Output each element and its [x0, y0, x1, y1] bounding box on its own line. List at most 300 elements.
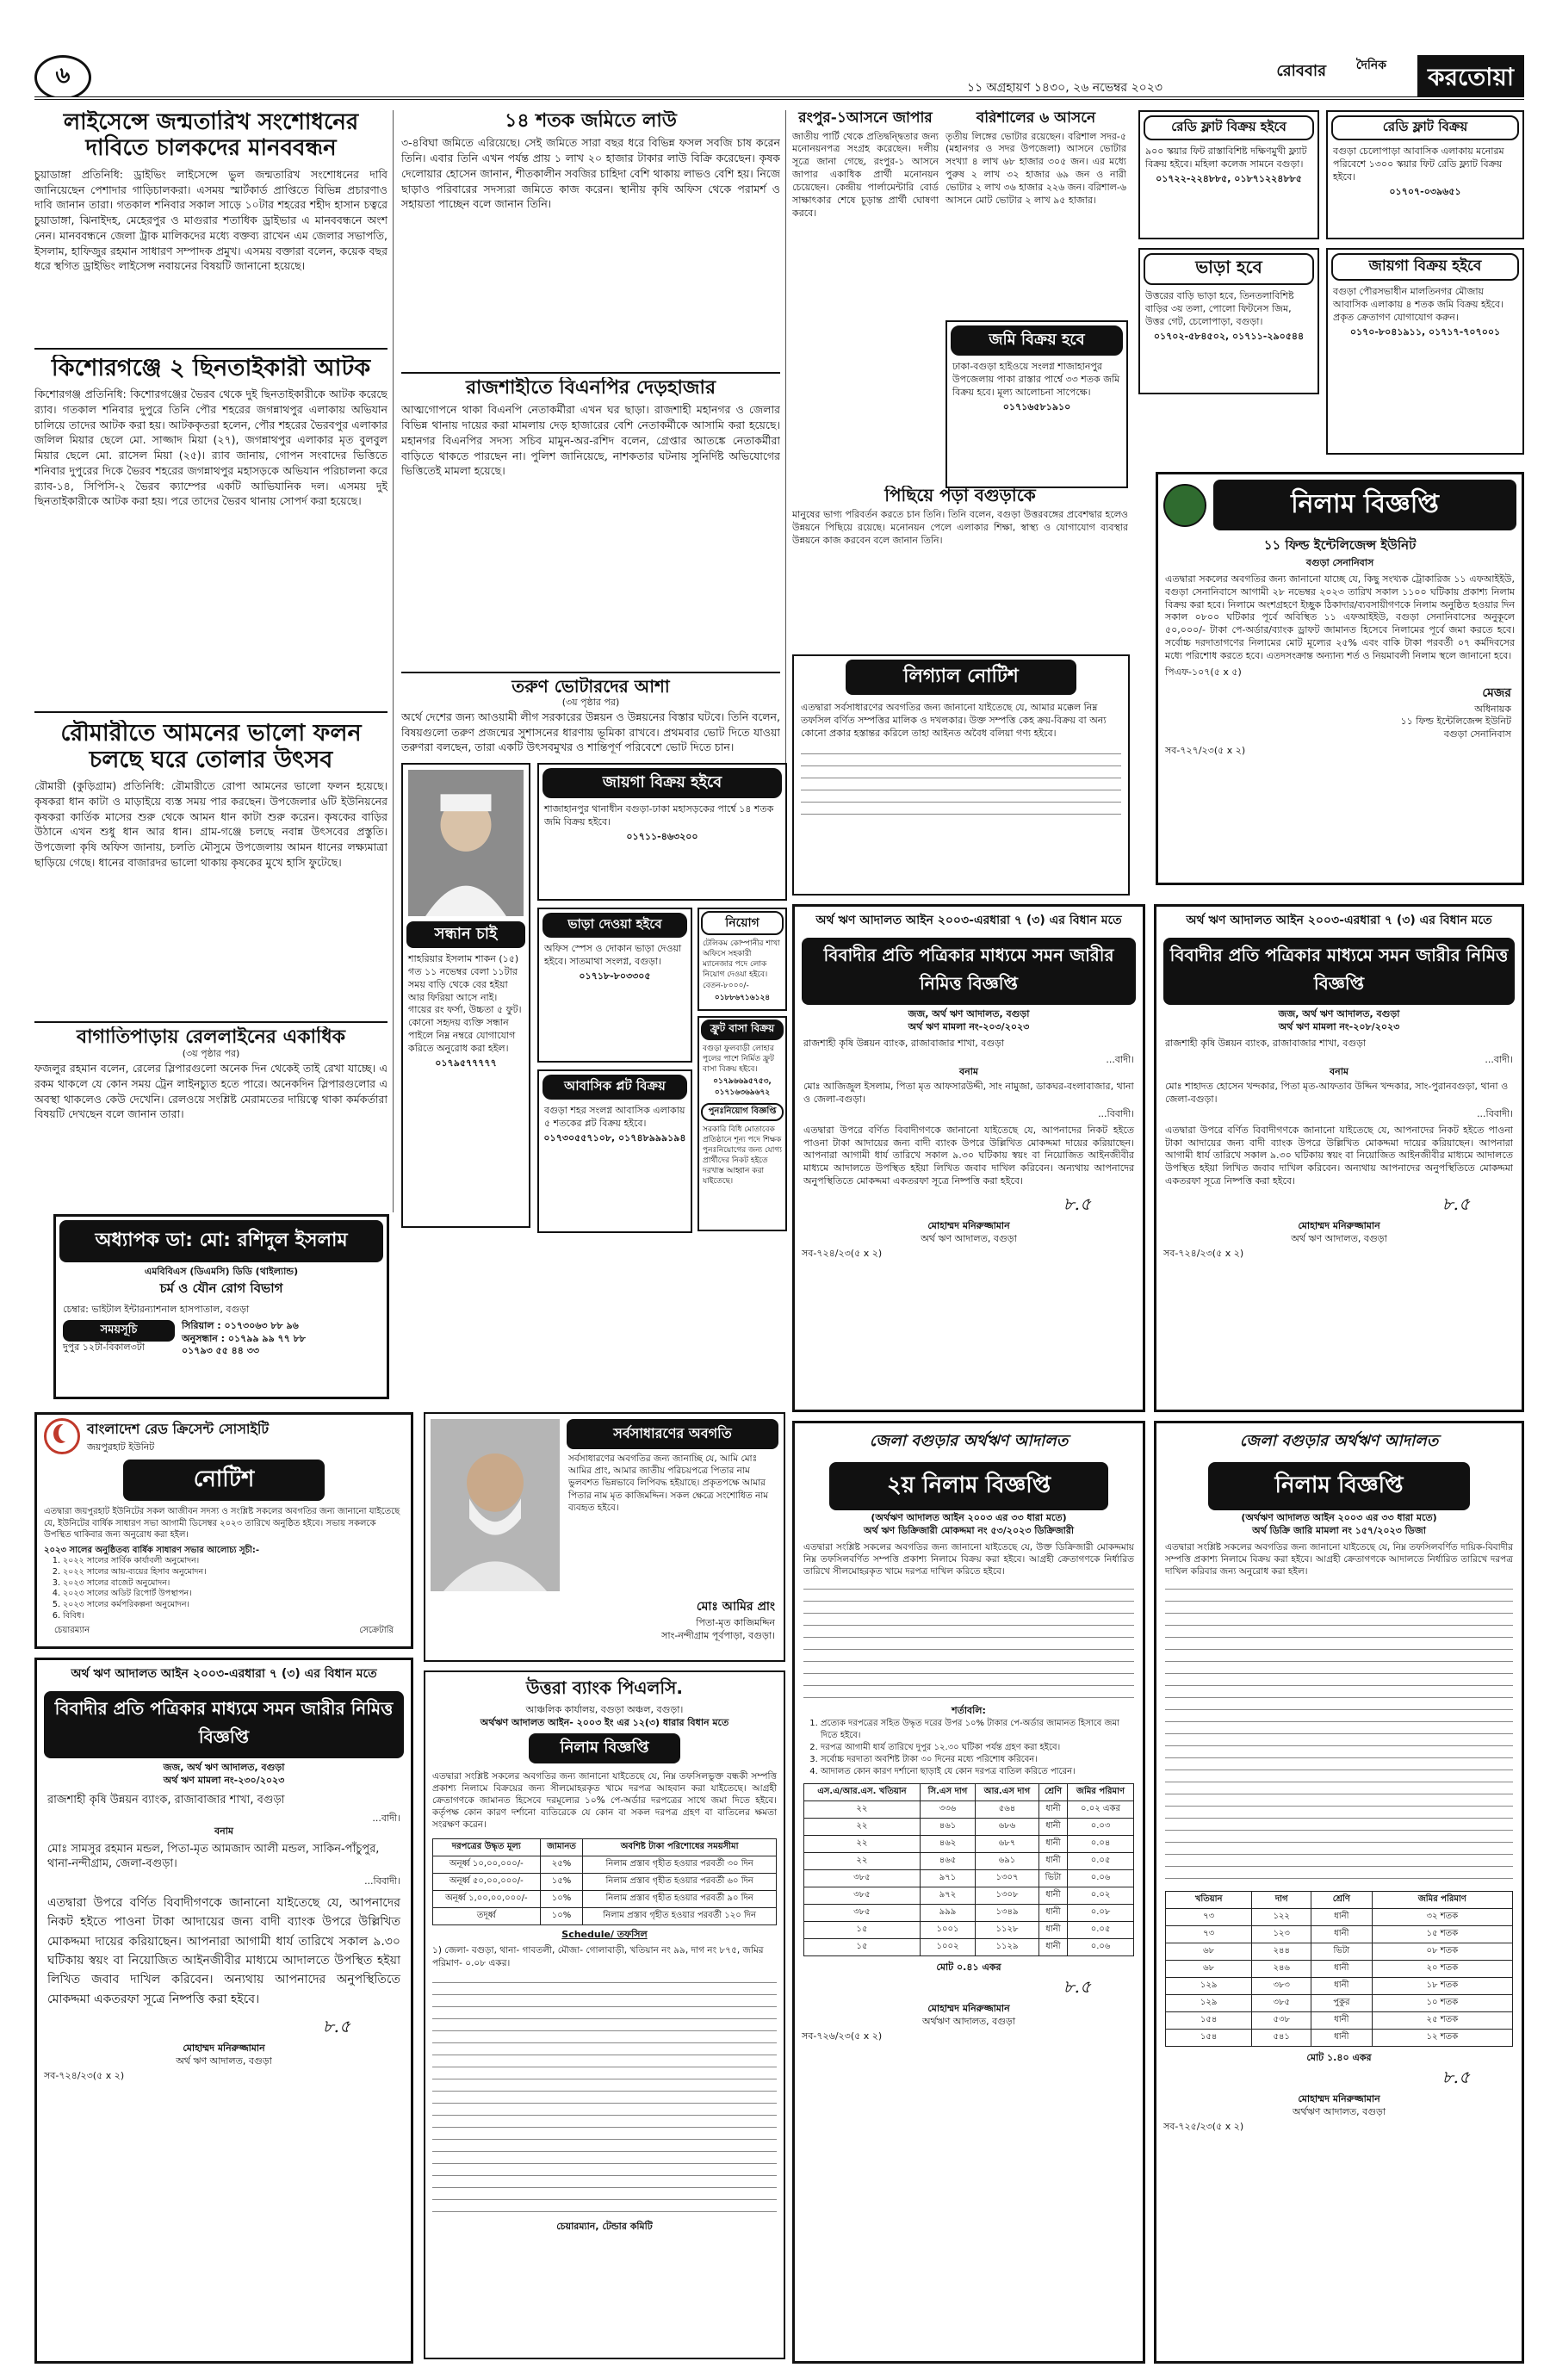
rangpur-headline: রংপুর-১আসনে জাপার — [798, 110, 933, 127]
public-notice — [424, 1412, 785, 1662]
jayga-body: শাজাহানপুর থানাধীন বগুড়া-ঢাকা মহাসড়কের পার্শ্বে ১৪ শতক জমি বিক্রয় হইবে। — [544, 803, 774, 827]
jayga-phone: ০১৭১১-৪৬৩২০০ — [626, 830, 698, 842]
pichiye-body: মানুষের ভাগ্য পরিবর্তন করতে চান তিনি। তিনি বলেন, বগুড়া উত্তরবঙ্গের প্রবেশদ্বার হলেও উন্নয়নে পিছিয়ে রয়েছে। মনোনয়ন পেলে এলাকার শিক্ষা, স্বাস্থ্য ও যোগাযোগ ব্যবস্থার উন্নয়নে কাজ করবেন বলে জানান তিনি। — [792, 509, 1128, 546]
court-1-court: জজ, অর্থ ঋণ আদালত, বগুড়া — [908, 1008, 1030, 1020]
court-2-code: সব-৭২৪/২৩(৫ x ২) — [1163, 1247, 1244, 1259]
table-row — [804, 1801, 1134, 1819]
table-row — [804, 1819, 1134, 1836]
army-code: সব-৭২৭/২৩(৫ x ২) — [1165, 745, 1246, 757]
table-header: দরপত্রের উদ্ধৃত মূল্য — [433, 1838, 541, 1856]
bhara-body: অফিস স্পেস ও দোকান ভাড়া দেওয়া হইবে। সাতমাথা সংলগ্ন, বগুড়া। — [544, 943, 682, 967]
table-row — [1166, 1978, 1513, 1995]
table-cell: ভিটা — [1038, 1870, 1067, 1887]
table-cell: ৩৮৫ — [804, 1870, 921, 1887]
table-cell: ১০০২ — [920, 1939, 975, 1956]
table-row — [804, 1887, 1134, 1905]
bhara-title: ভাড়া দেওয়া হইবে — [542, 913, 687, 938]
court-1-body: এতদ্বারা উপরে বর্ণিত বিবাদীগণকে জানানো যাইতেছে যে, আপনাদের নিকট হইতে পাওনা টাকা আদায়ের জন্য বাদী ব্যাংক উপরে উল্লিখিত মোকদ্দমা দায়ের করিয়াছেন। আপনারা আগামী ধার্য তারিখে সকাল ৯.৩০ ঘটিকায় স্বয়ং বা নিয়োজিত আইনজীবীর মাধ্যমে আদালতে উপস্থিত হইয়া লিখিত জবাব দাখিল করিবেন। অন্যথায় আপনাদের অনুপস্থিতিতে মোকদ্দমা একতরফা সূত্রে নিষ্পত্তি করা হইবে। — [803, 1124, 1134, 1187]
table-row — [804, 1870, 1134, 1887]
land-sale-ad — [1326, 248, 1524, 455]
public-notice-body: সর্বসাধারণের অবগতির জন্য জানাচ্ছি যে, আমি মোঃ আমির প্রাং, আমার জাতীয় পরিচয়পত্রে পিতার নাম ভুলবশত ভিন্নভাবে লিপিবদ্ধ হইয়াছে। প্রকৃতপক্ষে আমার পিতার নাম মৃত কাজিমদ্দিন। সকল ক্ষেত্রে সংশোধিত নাম ব্যবহৃত হইবে। — [568, 1453, 769, 1513]
lau-headline: ১৪ শতক জমিতে লাউ — [505, 110, 677, 132]
table-row — [1166, 1926, 1513, 1943]
table-cell: ০.০৮ — [1068, 1905, 1134, 1922]
court-1-defendant: মোঃ আজিজুল ইসলাম, পিতা মৃত আফসারউদ্দী, সাং নামুজা, ডাকঘর-বংলাবাজার, থানা ও জেলা-বগুড়া। — [803, 1081, 1134, 1106]
page-header — [34, 53, 1524, 100]
ready-flat-1-phone: ০১৭২২-২২৪৮৮৫, ০১৮৭১২২৪৮৮৫ — [1156, 172, 1302, 184]
railway-headline: বাগাতিপাড়ায় রেললাইনের একাধিক — [76, 1026, 346, 1048]
court-3-court: জজ, অর্থ ঋণ আদালত, বগুড়া — [163, 1762, 285, 1773]
table-cell: ৬৯১ — [976, 1853, 1039, 1870]
roumari-article — [34, 720, 388, 1017]
court-nilam-case: অর্থ ডিক্রি জারি মামলা নং ১৫৭/২০২৩ ডিজা — [1252, 1524, 1426, 1536]
army-signer: মেজর — [1482, 685, 1511, 700]
court-1-judge-role: অর্থ ঋণ আদালত, বগুড়া — [921, 1232, 1017, 1244]
second-nilam-notice — [792, 1421, 1145, 2364]
punoniyog-title: পুনঃনিয়োগ বিজ্ঞপ্তি — [701, 1103, 784, 1121]
tarun-sub: (৩য় পৃষ্ঠার পর) — [561, 697, 620, 708]
agenda-item: 2. ২০২২ সালের আয়-ব্যয়ের হিসাব অনুমোদন। — [63, 1567, 411, 1578]
table-row — [804, 1922, 1134, 1939]
table-cell: ধানী — [1311, 2030, 1373, 2047]
masthead-name: করতোয়া — [1417, 55, 1524, 100]
doctor-ad — [53, 1214, 389, 1399]
land-sale-body: বগুড়া পৌরসভাধীন মালতিনগর মৌজায় আবাসিক এলাকায় ৪ শতক জমি বিক্রয় হইবে। প্রকৃত ক্রেতাগণ যোগাযোগ করুন। — [1333, 286, 1504, 323]
doctor-phone: ০১৭৯৩ ৫৫ ৪৪ ৩৩ — [182, 1345, 260, 1357]
court-nilam-judge: মোহাম্মদ মনিরুজ্জামান — [1298, 2093, 1380, 2105]
table-header: জমির পরিমাণ — [1068, 1784, 1134, 1801]
fruit-body: বগুড়া ফুলবাড়ী লোহার পুলের পাশে নির্মিত ফ্রুট বাসা বিক্রয় হইবে। — [703, 1044, 774, 1075]
table-row — [433, 1907, 777, 1924]
court-nilam-fine-print — [1156, 1581, 1522, 1886]
court-nilam-act: (অর্থঋণ আদালত আইন ২০০৩ এর ৩৩ ধারা মতে) — [1241, 1512, 1437, 1523]
agenda-item: 6. বিবিধ। — [63, 1611, 411, 1622]
bank-schedule-body: ১) জেলা- বগুড়া, থানা- গাবতলী, মৌজা- গোলাবাড়ী, খতিয়ান নং ৯৯, দাগ নং ৮৭৫, জমির পরিমাণ- ০.০৮ একর। — [432, 1945, 764, 1968]
bank-title: নিলাম বিজ্ঞপ্তি — [529, 1733, 680, 1763]
table-row — [433, 1873, 777, 1890]
rent-phone: ০১৭০২-৫৮৪৫০২, ০১৭১১-২৯০৫৪৪ — [1153, 330, 1305, 342]
roumari-body: রৌমারী (কুড়িগ্রাম) প্রতিনিধি: রৌমারীতে রোপা আমনের ভালো ফলন হয়েছে। কৃষকরা ধান কাটা ও মাড়াইয়ে ব্যস্ত সময় পার করছেন। উপজেলার ৬টি ইউনিয়নের কৃষকরা কার্তিক মাসের শুরু থেকে আমন ধান কাটা শুরু করেন। কৃষকের বাড়ির উঠানে এখন শুধু ধান আর ধান। গ্রাম-গঞ্জে চলছে নবান্ন উৎসবের প্রস্তুতি। উপজেলা কৃষি অফিস জানায়, চলতি মৌসুমে উপজেলায় আমন ধানের লক্ষ্যমাত্রা ছাড়িয়ে গেছে। ধানের বাজারদর ভালো থাকায় কৃষকের মুখে হাসি ফুটেছে। — [34, 779, 388, 869]
doctor-off-day: দুপুর ১২টা-বিকাল৩টা — [63, 1341, 145, 1353]
army-nilam-title: নিলাম বিজ্ঞপ্তি — [1213, 480, 1516, 530]
table-cell: ১২২ — [1252, 1909, 1311, 1926]
doctor-name: অধ্যাপক ডা: মো: রশিদুল ইসলাম — [59, 1220, 383, 1262]
table-cell: ১২৯ — [1166, 1978, 1252, 1995]
divider — [34, 348, 388, 350]
missing-person-photo — [408, 770, 524, 916]
table-cell: ৪৬১ — [920, 1819, 975, 1836]
table-cell: ৬৮ — [1166, 1943, 1252, 1961]
table-cell: ৩৮৩ — [1252, 1978, 1311, 1995]
license-article — [34, 110, 388, 343]
table-cell: ০.০৪ — [1068, 1836, 1134, 1853]
redcrescent-signer-1: চেয়ারম্যান — [54, 1625, 90, 1635]
kishor-headline: কিশোরগঞ্জে ২ ছিনতাইকারী আটক — [51, 355, 371, 381]
table-cell: ধানী — [1311, 1926, 1373, 1943]
court-3-defendant: মোঃ সামসুর রহমান মন্ডল, পিতা-মৃত আমজাদ আলী মন্ডল, সাকিন-পাঁচুপুর, থানা-নন্দীগ্রাম, জেলা-বগুড়া। — [47, 1842, 380, 1871]
rent-ad — [1138, 248, 1319, 394]
redcrescent-body: এতদ্বারা জয়পুরহাট ইউনিটের সকল আজীবন সদস্য ও সংশ্লিষ্ট সকলের অবগতির জন্য জানানো যাইতেছে যে, ইউনিটের বার্ষিক সাধারণ সভা আগামী ডিসেম্বর ২০২৩ তারিখে অনুষ্ঠিত হইবে। সভায় সকলকে উপস্থিত থাকিবার জন্য অনুরোধ করা হইল। — [44, 1507, 400, 1540]
table-cell: ০.০২ — [1068, 1887, 1134, 1905]
doctor-time-label: সময়সূচি — [63, 1320, 175, 1342]
table-cell: ধানী — [1311, 2012, 1373, 2030]
court-1-plaintiff: রাজশাহী কৃষি উন্নয়ন ব্যাংক, রাজাবাজার শাখা, বগুড়া — [803, 1037, 1005, 1049]
second-nilam-fine-print — [795, 1581, 1143, 1705]
table-cell: ১২ শতক — [1372, 2030, 1512, 2047]
court-nilam-table — [1165, 1891, 1513, 2047]
roumari-headline-1: রৌমারীতে আমনের ভালো ফলন — [60, 720, 362, 747]
table-header: আর.এস দাগ — [976, 1784, 1039, 1801]
plot-title: আবাসিক প্লট বিক্রয় — [542, 1075, 687, 1100]
table-row — [1166, 2012, 1513, 2030]
table-cell: ধানী — [1311, 1909, 1373, 1926]
bank-table — [432, 1838, 777, 1925]
table-cell: ১৩০৭ — [976, 1870, 1039, 1887]
table-cell: ২২ — [804, 1819, 921, 1836]
table-cell: ধানী — [1311, 1961, 1373, 1978]
court-1-act: অর্থ ঋণ আদালত আইন ২০০৩-এরধারা ৭ (৩) এর বিধান মতে — [815, 914, 1122, 927]
ready-flat-2-body: বগুড়া চেলোপাড়া আবাসিক এলাকায় মনোরম পরিবেশে ১৩০০ স্কয়ার ফিট রেডি ফ্ল্যাট বিক্রয় হইবে। — [1333, 146, 1504, 183]
niyog-body: টেলিকম কোম্পানীর শাখা অফিসে সহকারী ম্যানেজার পদে লোক নিয়োগ দেওয়া হইবে। বেতন-৮০০০/- — [703, 939, 780, 990]
redcrescent-unit: জয়পুরহাট ইউনিট — [87, 1441, 155, 1453]
table-cell: ৬৮৭ — [976, 1836, 1039, 1853]
red-crescent-icon — [44, 1418, 80, 1454]
court-3-code: সব-৭২৪/২৩(৫ x ২) — [44, 2069, 125, 2081]
table-header: জমির পরিমাণ — [1372, 1892, 1512, 1909]
army-signer-place: বগুড়া সেনানিবাস — [1443, 728, 1511, 741]
table-cell: ২২ — [804, 1801, 921, 1819]
court-2-signature: ৮.৫ — [1442, 1193, 1470, 1214]
bnp-body: আত্মগোপনে থাকা বিএনপি নেতাকর্মীরা এখন ঘর ছাড়া। রাজশাহী মহানগর ও জেলার বিভিন্ন থানায় দায়ের করা মামলায় দেড় হাজারের বেশি নেতাকর্মীকে আসামি করা হয়েছে। মহানগর বিএনপির সদস্য সচিব মামুন-অর-রশিদ বলেন, গ্রেপ্তার আতঙ্কে নেতাকর্মীরা বাড়িতে থাকতে পারছেন না। পুলিশ জানিয়েছে, নাশকতার ঘটনায় সুনির্দিষ্ট অভিযোগের ভিত্তিতেই মামলা হয়েছে। — [401, 403, 780, 478]
license-headline-2: দাবিতে চালকদের মানববন্ধন — [85, 134, 337, 161]
court-nilam-total: মোট ১.৪০ একর — [1306, 2052, 1372, 2064]
railway-sub: (৩য় পৃষ্ঠার পর) — [182, 1048, 240, 1060]
plot-ad — [537, 1069, 692, 1233]
court-2-judge-role: অর্থ ঋণ আদালত, বগুড়া — [1291, 1232, 1387, 1244]
table-row — [804, 1905, 1134, 1922]
table-cell: ২৪৪ — [1252, 1943, 1311, 1961]
pichiye-article — [792, 486, 1128, 649]
masthead-small: দৈনিক — [1355, 59, 1386, 72]
table-cell: ১৫% — [540, 1873, 583, 1890]
second-nilam-terms — [795, 1718, 1143, 1778]
doctor-chamber: চেম্বার: ভাইটাল ইন্টারন্যাশনাল হাসপাতাল, বগুড়া — [63, 1303, 250, 1315]
table-cell: ০.০৫ — [1068, 1853, 1134, 1870]
table-cell: ধানী — [1038, 1836, 1067, 1853]
court-1-badi: ...বাদী। — [1106, 1053, 1134, 1065]
court-2-body: এতদ্বারা উপরে বর্ণিত বিবাদীগণকে জানানো যাইতেছে যে, আপনাদের নিকট হইতে পাওনা টাকা আদায়ের জন্য বাদী ব্যাংক উপরে উল্লিখিত মোকদ্দমা দায়ের করিয়াছেন। আপনারা আগামী ধার্য তারিখে সকাল ৯.৩০ ঘটিকায় স্বয়ং বা নিয়োজিত আইনজীবীর মাধ্যমে আদালতে উপস্থিত হইয়া লিখিত জবাব দাখিল করিবেন। অন্যথায় আপনাদের অনুপস্থিতিতে মোকদ্দমা একতরফা সূত্রে নিষ্পত্তি করা হইবে। — [1165, 1124, 1513, 1187]
table-row — [1166, 1943, 1513, 1961]
sondhan-body: শাহরিয়ার ইসলাম শাকন (১৫) গত ১১ নভেম্বর বেলা ১১টার সময় বাড়ি থেকে বের হইয়া আর ফিরিয়া আসে নাই। গায়ের রং ফর্সা, উচ্চতা ৫ ফুট। কোনো সহৃদয় ব্যক্তি সন্ধান পাইলে নিম্ন নম্বরে যোগাযোগ করিতে অনুরোধ করা হইল। — [408, 953, 522, 1054]
table-row — [804, 1836, 1134, 1853]
court-nilam-notice — [1154, 1421, 1524, 2364]
court-1-case: অর্থ ঋণ মামলা নং-২০৩/২০২৩ — [908, 1020, 1030, 1032]
redcrescent-agenda — [37, 1556, 411, 1622]
roumari-headline-2: চলছে ঘরে তোলার উৎসব — [89, 747, 333, 774]
bhara-ad — [537, 908, 692, 1063]
jomi-phone: ০১৭১৬৫৮১৯১০ — [1002, 400, 1071, 412]
table-cell: ধানী — [1311, 1978, 1373, 1995]
table-cell: ধানী — [1038, 1905, 1067, 1922]
table-cell: ধানী — [1038, 1939, 1067, 1956]
table-cell: ৪৬২ — [920, 1836, 975, 1853]
table-cell: ভিটা — [1311, 1943, 1373, 1961]
army-unit: ১১ ফিল্ড ইন্টেলিজেন্স ইউনিট — [1263, 537, 1417, 553]
niyog-ad — [698, 908, 787, 1011]
license-headline-1: লাইসেন্সে জন্মতারিখ সংশোধনের — [63, 110, 359, 135]
plot-body: বগুড়া শহর সংলগ্ন আবাসিক এলাকায় ৫ শতকের প্লট বিক্রয় হইবে। — [544, 1105, 685, 1129]
divider — [34, 1021, 388, 1023]
fruit-title: ফ্রুট বাসা বিক্রয় — [701, 1020, 784, 1040]
redcrescent-agenda-title: ২০২৩ সালের অনুষ্ঠিতব্য বার্ষিক সাধারণ সভার আলোচ্য সূচী:- — [44, 1545, 260, 1555]
table-cell: ১৫৪ — [1166, 2012, 1252, 2030]
bank-body: এতদ্বারা সংশ্লিষ্ট সকলের অবগতির জন্য জানানো যাইতেছে যে, নিম্ন তফসিলভুক্ত বন্ধকী সম্পত্তি প্রকাশ্য নিলামে বিক্রয়ের জন্য সীলমোহরকৃত খামে দরপত্র আহবান করা যাইতেছে। আগ্রহী ক্রেতাগণকে জামানত হিসেবে দরমূল্যের ১০% পে-অর্ডার দরপত্রের সাথে জমা দিতে হইবে। কর্তৃপক্ষ কোন কারণ দর্শানো ব্যতিরেকে যে কোন বা সকল দরপত্র গ্রহণ বা বাতিলের ক্ষমতা সংরক্ষণ করেন। — [432, 1770, 777, 1831]
land-sale-phone: ০১৭০-৮০৪১৯১১, ০১৭১৭-৭০৭০০১ — [1349, 325, 1501, 338]
table-cell: ১০০১ — [920, 1922, 975, 1939]
table-header: শ্রেণি — [1038, 1784, 1067, 1801]
term-item: 1. প্রত্যেক দরপত্রের সহিত উদ্ধৃত দরের উপর ১০% টাকার পে-অর্ডার জামানত হিসাবে জমা দিতে হইবে। — [821, 1718, 1134, 1742]
term-item: 4. আদালত কোন কারণ দর্শানো ছাড়াই যে কোন দরপত্র বাতিল করিতে পারেন। — [821, 1766, 1134, 1778]
table-row — [433, 1890, 777, 1907]
land-sale-title: জায়গা বিক্রয় হইবে — [1331, 253, 1519, 281]
court-2-plaintiff: রাজশাহী কৃষি উন্নয়ন ব্যাংক, রাজাবাজার শাখা, বগুড়া — [1165, 1037, 1367, 1049]
army-signer-unit: ১১ ফিল্ড ইন্টেলিজেন্স ইউনিট — [1400, 716, 1511, 728]
table-cell: ধানী — [1038, 1922, 1067, 1939]
jomi-body: ঢাকা-বগুড়া হাইওয়ে সংলগ্ন শাজাহানপুর উপজেলায় পাকা রাস্তার পার্শ্বে ৩৩ শতক জমি বিক্রয় হবে। মূল্য আলোচনা সাপেক্ষে। — [952, 361, 1120, 398]
second-nilam-table — [803, 1783, 1134, 1956]
railway-body: ফজলুর রহমান বলেন, রেলের স্লিপারগুলো অনেক দিন থেকেই তাই রেখা যাচ্ছে। এ রকম থাকলে যে কোন সময় ট্রেন লাইনচ্যুত হতে পারে। অনেকদিন স্লিপারগুলোর এ অবস্থা থাকলেও কেউ দেখেনি। রেলওয়ে সংশ্লিষ্ট মেরামতের দায়িত্বে থাকা কর্মকর্তারা বিষয়টি দেখছেন বলে জানান তারা। — [34, 1062, 388, 1121]
second-nilam-title: ২য় নিলাম বিজ্ঞপ্তি — [829, 1462, 1108, 1510]
plot-phone: ০১৭৩০৫৫৭১০৮, ০১৭৪৮৯৯৯১৯৪ — [543, 1131, 686, 1144]
court-summons-1 — [792, 904, 1145, 1412]
army-emblem-icon — [1163, 484, 1206, 527]
barishal-body: তৃতীয় লিঙ্গের ভোটার রয়েছেন। বরিশাল সদর-৫ (মহানগর ও সদর উপজেলা) আসনে ভোটার সংখ্যা ৪ লাখ ৬৮ হাজার ৩০৫ জন। এর মধ্যে পুরুষ ২ লাখ ৩২ হাজার ৬৯ জন ও নারী ভোটার ২ লাখ ৩৬ হাজার ২২৬ জন। বরিশাল-৬ আসনে মোট ভোটার ২ লাখ ৯৫ হাজার। — [946, 130, 1126, 206]
table-cell: ১১২৯ — [976, 1939, 1039, 1956]
tarun-headline: তরুণ ভোটারদের আশা — [512, 677, 670, 697]
ready-flat-1-body: ৯০০ স্কয়ার ফিট রাস্তাবিশিষ্ট দক্ষিণমুখী ফ্ল্যাট বিক্রয় হইবে। মহিলা কলেজ সামনে বগুড়া। — [1145, 146, 1307, 170]
agenda-item: 1. ২০২২ সালের সার্বিক কার্যাবলী অনুমোদন। — [63, 1556, 411, 1567]
header-date: ১১ অগ্রহায়ণ ১৪৩০, ২৬ নভেম্বর ২০২৩ — [967, 81, 1162, 95]
table-cell: ৯৭১ — [920, 1870, 975, 1887]
bnp-article — [401, 377, 780, 670]
public-notice-name: মোঃ আমির প্রাং — [696, 1600, 775, 1614]
court-3-judge: মোহাম্মদ মনিরুজ্জামান — [183, 2042, 265, 2055]
table-cell: ১৫ শতক — [1372, 1926, 1512, 1943]
table-cell: ২৫ শতক — [1372, 2012, 1512, 2030]
table-cell: ৬৮ — [1166, 1961, 1252, 1978]
table-cell: ৯৭২ — [920, 1887, 975, 1905]
table-cell: নিলাম প্রস্তাব গৃহীত হওয়ার পরবর্তী ৩০ দিন — [583, 1856, 777, 1873]
column-rule — [393, 110, 394, 1212]
divider — [401, 672, 780, 673]
person-photo — [431, 1419, 560, 1591]
army-body: এতদ্বারা সকলের অবগতির জন্য জানানো যাচ্ছে যে, কিছু সংখ্যক ট্রোকারিজ ১১ এফআইইউ, বগুড়া সেনানিবাসে আগামী ২৮ নভেম্বর ২০২৩ তারিখ সকাল ১১০০ ঘটিকায় প্রকাশ্য নিলাম বিক্রয় করা হবে। নিলামে অংশগ্রহণে ইচ্ছুক ঠিকাদার/ব্যবসায়ীগণকে নিলাম অনুষ্ঠিত হওয়ার দিন সকাল ০৮০০ ঘটিকার পূর্বে অবিস্থিত ১১ এফআইইউ, বগুড়া সেনানিবাসের অনুকূলে ৫০,০০০/- টাকা পে-অর্ডার/ব্যাংক ড্রাফট জামানত হিসেবে নিলামের পূর্বে জমা করতে হবে। সর্বোচ্চ দরদাতাগণের নিলামের মোট মূল্যের ২৫% এবং বাকি টাকা পরবর্তী ০৭ কর্মদিবসের মধ্যে পরিশোধ করতে হবে। এতদসংক্রান্ত অন্যান্য শর্ত ও নিয়মাবলী নিলাম স্থলে জানানো হবে। — [1165, 573, 1515, 661]
table-row — [804, 1939, 1134, 1956]
rangpur-body: জাতীয় পার্টি থেকে প্রতিদ্বন্দ্বিতার জন্য মনোনয়নপত্র সংগ্রহ করেছেন। দলীয় সূত্রে জানা গেছে, রংপুর-১ আসনে জাপার একাধিক প্রার্থী মনোনয়ন চেয়েছেন। কেন্দ্রীয় পার্লামেন্টারি বোর্ড সাক্ষাৎকার শেষে চূড়ান্ত প্রার্থী ঘোষণা করবে। — [792, 130, 939, 219]
divider — [401, 372, 780, 374]
bank-act: অর্থঋণ আদালত আইন- ২০০৩ ইং এর ১২(৩) ধারার বিধান মতে — [480, 1716, 729, 1728]
table-cell: ৭৩ — [1166, 1909, 1252, 1926]
court-2-court: জজ, অর্থ ঋণ আদালত, বগুড়া — [1278, 1008, 1400, 1020]
court-3-plaintiff: রাজশাহী কৃষি উন্নয়ন ব্যাংক, রাজাবাজার শাখা, বগুড়া — [47, 1793, 285, 1807]
second-nilam-case: অর্থ ঋণ ডিক্রিজারী মোকদ্দমা নং ৫৩/২০২৩ ডিক্রিজারী — [863, 1524, 1075, 1536]
legal-body: এতদ্বারা সর্বসাধারণের অবগতির জন্য জানানো যাইতেছে যে, আমার মক্কেল নিম্ন তফসিল বর্ণিত সম্পত্তির মালিক ও দখলকার। উক্ত সম্পত্তি কেহ ক্রয়-বিক্রয় বা অন্য কোনো প্রকার হস্তান্তর করিলে তাহা আইনত অবৈধ বলিয়া গণ্য হইবে। — [801, 702, 1107, 739]
table-cell: ৩৮৫ — [804, 1905, 921, 1922]
table-cell: ৩৩৬ — [920, 1801, 975, 1819]
court-summons-2 — [1154, 904, 1524, 1412]
table-cell: ০.০৫ — [1068, 1922, 1134, 1939]
term-item: 2. দরপত্র আগামী ধার্য তারিখে দুপুর ১২.৩০ ঘটিকা পর্যন্ত গ্রহণ করা হইবে। — [821, 1742, 1134, 1754]
table-cell: ০.০৩ — [1068, 1819, 1134, 1836]
second-nilam-ribbon: জেলা বগুড়ার অর্থঋণ আদালত — [869, 1432, 1069, 1450]
court-2-case: অর্থ ঋণ মামলা নং-২০৮/২০২৩ — [1278, 1020, 1400, 1032]
court-2-bibadi: ...বিবাদী। — [1477, 1107, 1513, 1119]
table-cell: ১৮ শতক — [1372, 1978, 1512, 1995]
court-nilam-judge-role: অর্থঋণ আদালত, বগুড়া — [1292, 2105, 1386, 2117]
rangpur-article — [792, 110, 939, 480]
table-cell: ১০ শতক — [1372, 1995, 1512, 2012]
legal-schedule-lines — [794, 744, 1128, 823]
table-cell: নিলাম প্রস্তাব গৃহীত হওয়ার পরবর্তী ৬০ দিন — [583, 1873, 777, 1890]
bnp-headline: রাজশাহীতে বিএনপির দেড়হাজার — [465, 377, 716, 399]
lau-article — [401, 110, 780, 369]
table-cell: ১১২৮ — [976, 1922, 1039, 1939]
table-header: এস.এ/আর.এস. খতিয়ান — [804, 1784, 921, 1801]
table-cell: ধানী — [1038, 1853, 1067, 1870]
sondhan-title: সন্ধান চাই — [406, 921, 525, 948]
table-cell: ১০% — [540, 1890, 583, 1907]
fruit-ad — [698, 1016, 787, 1231]
court-3-case: অর্থ ঋণ মামলা নং-২৩০/২০২৩ — [163, 1774, 285, 1786]
agenda-item: 3. ২০২৩ সালের বাজেট অনুমোদন। — [63, 1578, 411, 1590]
table-header: শ্রেণি — [1311, 1892, 1373, 1909]
punoniyog-body: সরকারি বিধি মোতাবেক প্রতিষ্ঠানে শূন্য পদে শিক্ষক পুনঃনিয়োগের জন্য যোগ্য প্রার্থীদের নিকট হইতে দরখাস্ত আহ্বান করা যাইতেছে। — [703, 1125, 782, 1187]
table-cell: ধানী — [1038, 1887, 1067, 1905]
bank-office: আঞ্চলিক কার্যালয়, বগুড়া অঞ্চল, বগুড়া। — [525, 1704, 684, 1715]
court-3-signature: ৮.৫ — [322, 2016, 350, 2037]
rent-title: ভাড়া হবে — [1144, 253, 1314, 285]
table-cell: ২৪৬ — [1252, 1961, 1311, 1978]
bank-nilam-notice — [424, 1670, 785, 2359]
doctor-dept: চর্ম ও যৌন রোগ বিভাগ — [159, 1280, 283, 1296]
doctor-degrees: এমবিবিএস (ডিএমসি) ডিডি (থাইল্যান্ড) — [144, 1266, 299, 1277]
table-row — [433, 1856, 777, 1873]
table-cell: তদূর্ধ্ব — [433, 1907, 541, 1924]
redcrescent-notice — [34, 1412, 413, 1649]
table-header: দাগ — [1252, 1892, 1311, 1909]
court-3-judge-role: অর্থ ঋণ আদালত, বগুড়া — [176, 2055, 272, 2067]
sondhan-ad — [401, 763, 530, 1228]
table-cell: ০৮ শতক — [1372, 1943, 1512, 1961]
army-ref: পিএফ-১০৭(৫ x ৫) — [1165, 666, 1242, 678]
lau-body: ৩-৪বিঘা জমিতে এরিয়েছে। সেই জমিতে সারা বছর ধরে বিভিন্ন ফসল সবজি চাষ করেন তিনি। এবার তিনি এখন পর্যন্ত প্রায় ১ লাখ ২০ হাজার টাকার লাউ বিক্রি করেছেন। কৃষক দেলোয়ার হোসেন জানান, শীতকালীন সবজির চাহিদা বেশি থাকায় লাভও বেশি হয়। নিজে ছাড়াও পরিবারের সদস্যরা জমিতে কাজ করেন। স্থানীয় কৃষি অফিস থেকে পরামর্শ ও সহায়তা পাচ্ছেন বলে জানান তিনি। — [401, 136, 780, 211]
table-cell: নিলাম প্রস্তাব গৃহীত হওয়ার পরবর্তী ১২০ দিন — [583, 1907, 777, 1924]
redcrescent-signer-2: সেক্রেটারি — [359, 1625, 394, 1635]
court-nilam-signature: ৮.৫ — [1442, 2067, 1470, 2088]
rent-body: উত্তরের বাড়ি ভাড়া হবে, তিনতলাবিশিষ্ট বাড়ির ৩য় তলা, পোলো ফিটনেস জিম, উত্তর গেট, চেলোপাড়া, বগুড়া। — [1145, 290, 1294, 327]
license-body: চুয়াডাঙ্গা প্রতিনিধি: ড্রাইভিং লাইসেন্সে ভুল জন্মতারিখ সংশোধনের দাবি জানিয়েছেন পেশাদার গাড়িচালকরা। এসময় স্মার্টকার্ড প্রাপ্তিতে বিভিন্ন প্রচারণাও দাবি জানান তারা। গতকাল শনিবার সকাল সাড়ে ১০টার শহরের শহীদ হাসান চত্বরে চুয়াডাঙ্গা, ঝিনাইদহ, মেহেরপুর ও মাগুরার শতাধিক ড্রাইভার এ মানববন্ধনে অংশ নেন। মানববন্ধনে জেলা ট্রাক মালিকদের মধ্যে বক্তব্য রাখেন এম জেলার সভাপতি, ইসলাম, হাফিজুর রহমান সাধারণ সম্পাদক প্রমুখ। এসময় বক্তারা বলেন, কয়েক বছর ধরে স্থগিত ড্রাইভিং লাইসেন্স নবায়নের বিষয়টি জানানো হয়েছে। — [34, 167, 388, 273]
table-cell: ১২৯ — [1166, 1995, 1252, 2012]
table-row — [804, 1853, 1134, 1870]
table-cell: ৫৬৪ — [976, 1801, 1039, 1819]
table-header: খতিয়ান — [1166, 1892, 1252, 1909]
agenda-item: 4. ২০২৩ সালের অডিট রিপোর্ট উপস্থাপন। — [63, 1589, 411, 1600]
table-cell: ২০ শতক — [1372, 1961, 1512, 1978]
court-1-signature: ৮.৫ — [1063, 1193, 1091, 1214]
pichiye-headline: পিছিয়ে পড়া বগুড়াকে — [884, 486, 1036, 505]
table-cell: ১৩৪৯ — [976, 1905, 1039, 1922]
court-2-judge: মোহাম্মদ মনিরুজ্জামান — [1298, 1219, 1380, 1231]
second-nilam-body: এতদ্বারা সংশ্লিষ্ট সকলের অবগতির জন্য জানানো যাইতেছে যে, উক্ত ডিক্রিজারী মোকদ্দমায় নিম্ন তফসিলবর্ণিত সম্পত্তি প্রকাশ্য নিলামে বিক্রয় করা হইবে। আগ্রহী ক্রেতাগণকে নির্ধারিত তারিখে সীলমোহরকৃত খামে দরপত্র দাখিল করিতে হইবে। — [803, 1541, 1134, 1577]
table-row — [1166, 2030, 1513, 2047]
niyog-phone: ০১৮৮৬৭১৬১২৪ — [714, 993, 771, 1002]
court-2-banner: বিবাদীর প্রতি পত্রিকার মাধ্যমে সমন জারীর নিমিত্ত বিজ্ঞপ্তি — [1163, 938, 1515, 1005]
table-cell: ২২ — [804, 1853, 921, 1870]
bank-schedule-title: Schedule/ তফসিল — [561, 1928, 648, 1940]
court-1-bibadi: ...বিবাদী। — [1098, 1107, 1134, 1119]
table-cell: ১২৩ — [1252, 1926, 1311, 1943]
doctor-serial: সিরিয়াল : ০১৭৩০৬৩ ৮৮ ৯৬ — [182, 1319, 299, 1331]
jayga-ad — [537, 763, 787, 901]
court-3-banner: বিবাদীর প্রতি পত্রিকার মাধ্যমে সমন জারীর নিমিত্ত বিজ্ঞপ্তি — [44, 1691, 404, 1758]
jayga-title: জায়গা বিক্রয় হইবে — [542, 768, 782, 798]
divider — [34, 711, 388, 713]
table-header: অবশিষ্ট টাকা পরিশোধের সময়সীমা — [583, 1838, 777, 1856]
court-2-badi: ...বাদী। — [1485, 1053, 1513, 1065]
legal-title: লিগ্যাল নোটিশ — [846, 660, 1076, 695]
court-nilam-ribbon: জেলা বগুড়ার অর্থঋণ আদালত — [1239, 1432, 1439, 1450]
page-number: ৬ — [34, 55, 91, 100]
agenda-item: 5. ২০২৩ সালের কর্মপরিকল্পনা অনুমোদন। — [63, 1600, 411, 1611]
table-cell: ৫৩৮ — [1252, 2012, 1311, 2030]
table-cell: ২৫% — [540, 1856, 583, 1873]
ready-flat-2-phone: ০১৭০৭-০৩৯৬৫১ — [1389, 185, 1461, 197]
second-nilam-judge-role: অর্থঋণ আদালত, বগুড়া — [921, 2015, 1016, 2027]
jomi-title: জমি বিক্রয় হবে — [951, 325, 1123, 356]
second-nilam-terms-title: শর্তাবলি: — [952, 1705, 986, 1717]
table-cell: ০.০২ একর — [1068, 1801, 1134, 1819]
table-cell: ১৫ — [804, 1922, 921, 1939]
table-cell: ৬৮৬ — [976, 1819, 1039, 1836]
table-cell: ১৫ — [804, 1939, 921, 1956]
fruit-phone: ০১৭৯৬৬৯৫৭৫৩, ০১৭১৬৩৬৯৬৭২ — [713, 1077, 772, 1097]
table-header: জামানত — [540, 1838, 583, 1856]
public-notice-title: সর্বসাধারণের অবগতি — [567, 1419, 778, 1449]
ready-flat-1-title: রেডি ফ্লাট বিক্রয় হইবে — [1144, 115, 1314, 140]
table-cell: ৯৯৯ — [920, 1905, 975, 1922]
second-nilam-signature: ৮.৫ — [1063, 1975, 1091, 1997]
railway-article — [34, 1026, 388, 1207]
redcrescent-title: নোটিশ — [123, 1460, 325, 1501]
bank-name: উত্তরা ব্যাংক পিএলসি. — [526, 1677, 683, 1698]
redcrescent-org: বাংলাদেশ রেড ক্রিসেন্ট সোসাইটি — [87, 1421, 270, 1438]
legal-notice — [792, 654, 1130, 896]
court-nilam-body: এতদ্বারা সংশ্লিষ্ট সকলের অবগতির জন্য জানানো যাইতেছে যে, নিম্ন তফসিলবর্ণিত দায়িক-বিবাদীর সম্পত্তি প্রকাশ্য নিলামে বিক্রয় করা হইবে। আগ্রহী ক্রেতাগণকে আদালতে নির্ধারিত তারিখে দরপত্র দাখিল করিবার জন্য অনুরোধ করা হইল। — [1165, 1541, 1513, 1577]
masthead — [1335, 53, 1524, 98]
table-cell: অনূর্ধ্ব ৫০,০০,০০০/- — [433, 1873, 541, 1890]
table-cell: ২২ — [804, 1836, 921, 1853]
court-1-code: সব-৭২৪/২৩(৫ x ২) — [802, 1247, 883, 1259]
army-place: বগুড়া সেনানিবাস — [1305, 557, 1374, 568]
court-3-act: অর্থ ঋণ আদালত আইন ২০০৩-এরধারা ৭ (৩) এর বিধান মতে — [71, 1667, 377, 1681]
table-cell: ১০% — [540, 1907, 583, 1924]
table-cell: নিলাম প্রস্তাব গৃহীত হওয়ার পরবর্তী ৯০ দিন — [583, 1890, 777, 1907]
barishal-headline: বরিশালের ৬ আসনে — [976, 110, 1096, 127]
table-row — [1166, 1909, 1513, 1926]
table-cell: ৩২ শতক — [1372, 1909, 1512, 1926]
table-cell: ০.০৬ — [1068, 1939, 1134, 1956]
niyog-title: নিয়োগ — [701, 911, 784, 935]
